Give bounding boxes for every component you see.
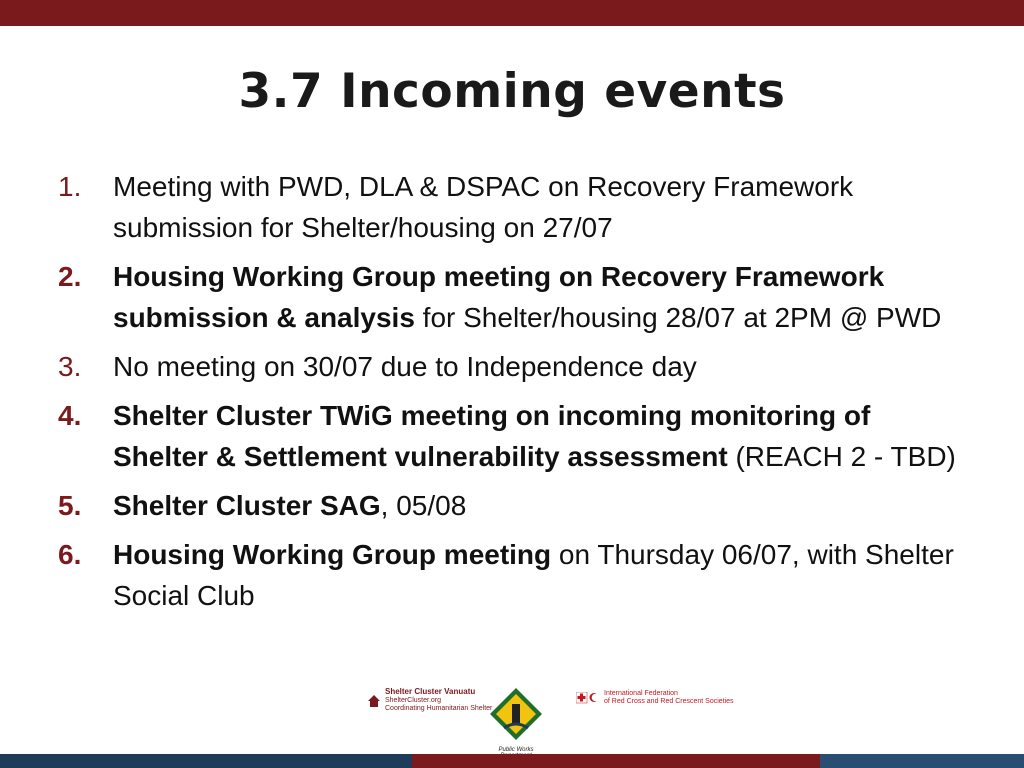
item-text <box>113 395 958 477</box>
list-item <box>58 166 958 248</box>
footer-bar <box>0 754 1024 768</box>
item-rest-text: , 05/08 <box>380 490 467 521</box>
item-number: 2. <box>58 261 82 292</box>
slide-title: 3.7 Incoming events <box>238 64 786 119</box>
shelter-cluster-line2: Coordinating Humanitarian Shelter <box>385 705 493 712</box>
list-item <box>58 395 958 477</box>
item-number: 3. <box>58 351 82 382</box>
item-text <box>113 166 958 248</box>
events-list <box>58 166 958 624</box>
item-text <box>113 256 958 338</box>
list-item <box>58 346 958 387</box>
ifrc-line2: of Red Cross and Red Crescent Societies <box>604 698 734 705</box>
pwd-emblem-icon <box>488 686 544 742</box>
pwd-caption: Public Works <box>498 747 534 753</box>
shelter-cluster-logo <box>367 688 492 713</box>
partner-logos <box>0 686 1024 756</box>
item-rest-text: (REACH 2 - TBD) <box>727 441 956 472</box>
item-bold-text: Housing Working Group meeting <box>113 539 552 570</box>
list-item <box>58 485 958 526</box>
footer-segment-blue <box>820 754 1024 768</box>
item-rest-text: Meeting with PWD, DLA & DSPAC on Recovery Framework submission for Shelter/housing on 27/07 <box>113 171 854 243</box>
top-accent-bar <box>0 0 1024 26</box>
ifrc-line1: International Federation <box>604 690 678 697</box>
item-rest-text: for Shelter/housing 28/07 at 2PM @ PWD <box>414 302 942 333</box>
item-bold-text: Housing Working Group meeting on Recovery Framework submission & analysis <box>113 261 885 333</box>
footer-segment-dark <box>0 754 412 768</box>
item-text <box>113 534 958 616</box>
item-number: 5. <box>58 490 82 521</box>
pwd-logo <box>486 686 546 759</box>
item-number: 6. <box>58 539 82 570</box>
footer-segment-red <box>412 754 820 768</box>
item-text <box>113 346 958 387</box>
list-item <box>58 534 958 616</box>
item-number: 4. <box>58 400 82 431</box>
house-icon <box>367 694 381 708</box>
red-cross-crescent-icon <box>576 692 600 704</box>
shelter-cluster-line1: ShelterCluster.org <box>385 697 442 704</box>
item-bold-text: Shelter Cluster SAG <box>113 490 381 521</box>
item-text <box>113 485 958 526</box>
item-rest-text: on Thursday 06/07, with Shelter Social Club <box>113 539 954 611</box>
item-number: 1. <box>58 171 82 202</box>
shelter-cluster-name: Shelter Cluster Vanuatu <box>385 687 476 696</box>
list-item <box>58 256 958 338</box>
item-rest-text: No meeting on 30/07 due to Independence day <box>113 351 697 382</box>
ifrc-logo <box>576 690 734 706</box>
item-bold-text: Shelter Cluster TWiG meeting on incoming monitoring of Shelter & Settlement vulnerability assessment <box>113 400 871 472</box>
